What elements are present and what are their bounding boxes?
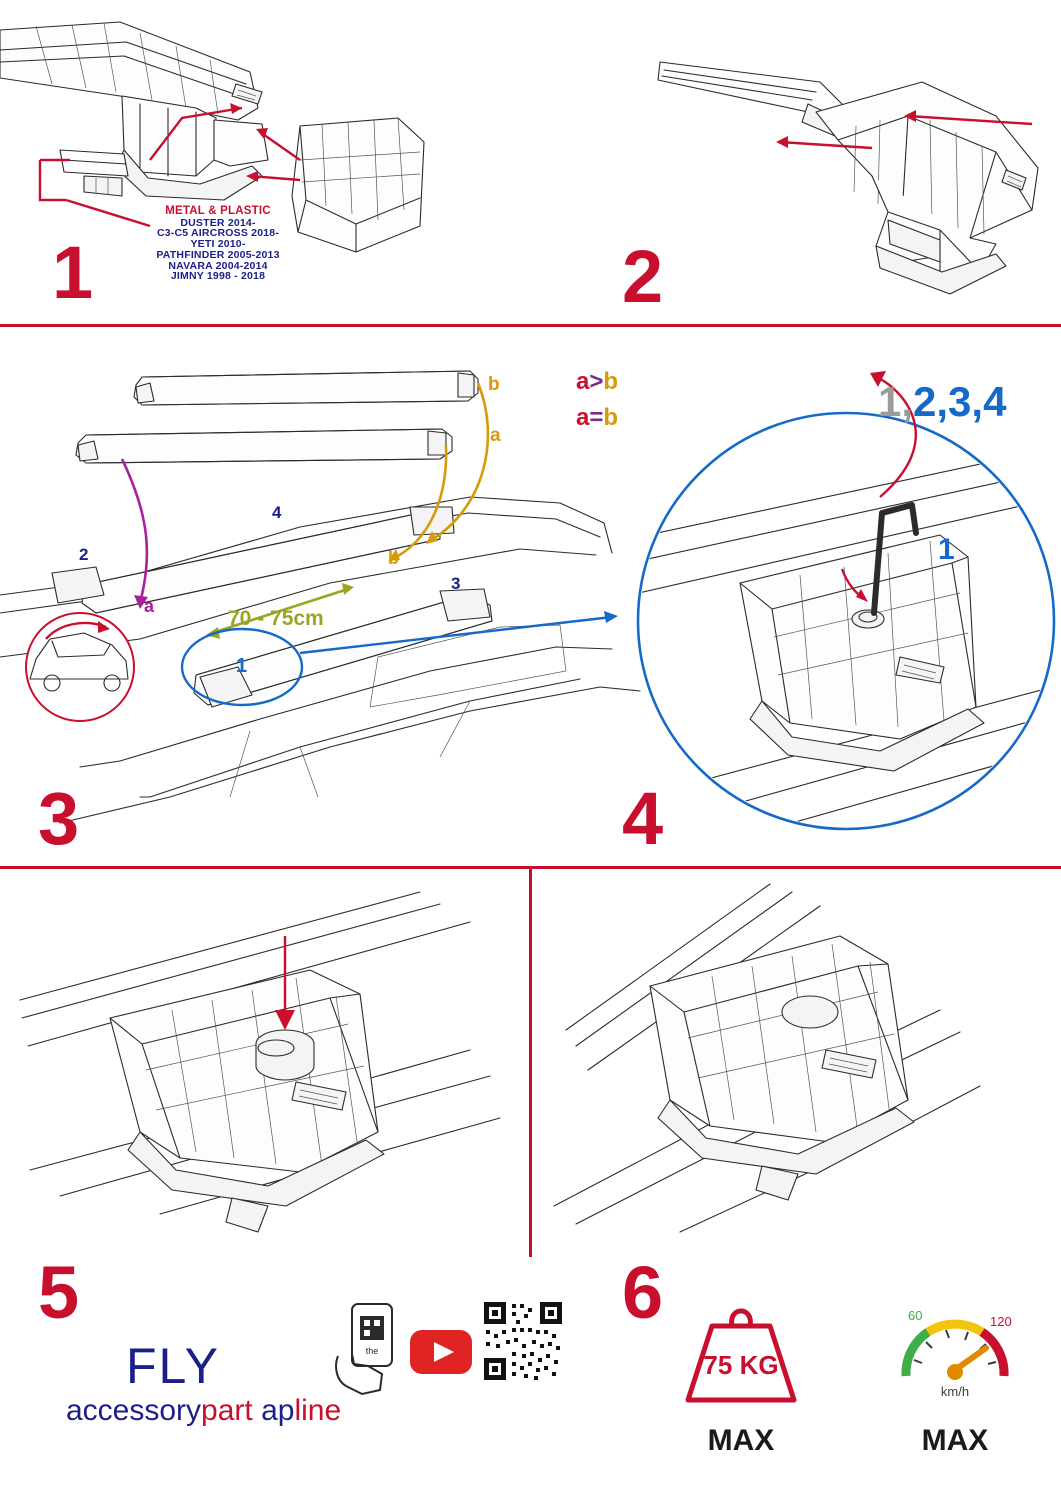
max-weight-value: 75 KG bbox=[703, 1350, 779, 1380]
max-weight-label: MAX bbox=[707, 1424, 775, 1457]
svg-text:120: 120 bbox=[990, 1314, 1012, 1329]
product-name-fly: FLY bbox=[126, 1338, 220, 1394]
sequence-part-1: 1 bbox=[878, 378, 902, 425]
bar-label-a-roof: a bbox=[144, 596, 155, 616]
loose-crossbars bbox=[76, 371, 478, 463]
step2-roofbar-drawing bbox=[658, 62, 1038, 294]
bar-label-a-top: a bbox=[490, 425, 501, 446]
vehicle-item: JIMNY 1998 - 2018 bbox=[170, 270, 266, 283]
svg-text:km/h: km/h bbox=[940, 1384, 970, 1399]
sequence-part-comma: , bbox=[901, 378, 914, 425]
step-number-4: 4 bbox=[622, 777, 664, 860]
qr-code-icon bbox=[482, 1300, 564, 1382]
vehicle-item: YETI 2010- bbox=[190, 238, 246, 251]
vehicle-item: PATHFINDER 2005-2013 bbox=[156, 248, 280, 261]
metal-plastic-title: METAL & PLASTIC bbox=[165, 205, 271, 217]
step-number-5: 5 bbox=[38, 1251, 80, 1334]
brand-lockup bbox=[66, 1394, 341, 1428]
bar-position-1: 1 bbox=[236, 655, 248, 677]
bar-position-4: 4 bbox=[272, 503, 282, 522]
step4-detail-circle bbox=[620, 371, 1060, 849]
tighten-sequence-label bbox=[878, 378, 1006, 426]
phone-scan-icon bbox=[332, 1302, 404, 1398]
sequence-part-234: 2,3,4 bbox=[913, 378, 1007, 425]
step-5-6-illustration bbox=[0, 870, 1061, 1260]
step-number-2: 2 bbox=[622, 235, 664, 318]
bar-position-2: 2 bbox=[79, 545, 89, 564]
step4-callout-1: 1 bbox=[938, 533, 955, 566]
brand-line-text: line bbox=[294, 1394, 342, 1427]
svg-text:60: 60 bbox=[908, 1308, 923, 1323]
comparison-a-equals-b: a=b bbox=[576, 404, 619, 431]
vehicle-item: C3-C5 AIRCROSS 2018- bbox=[156, 227, 280, 240]
step-number-1: 1 bbox=[52, 231, 94, 314]
step6-finished-assembly bbox=[554, 884, 980, 1232]
youtube-icon[interactable] bbox=[410, 1330, 472, 1374]
svg-text:the: the bbox=[365, 1346, 379, 1356]
bar-label-b-roof: b bbox=[388, 548, 399, 568]
vehicle-item: DUSTER 2014- bbox=[180, 216, 256, 229]
brand-accessory-text: accessory bbox=[66, 1394, 202, 1427]
brand-ap-text: ap bbox=[261, 1394, 295, 1427]
vehicle-compatibility-list bbox=[78, 206, 358, 282]
max-speed-gauge-icon bbox=[890, 1290, 1020, 1408]
bar-position-3: 3 bbox=[451, 574, 461, 593]
crossbar-distance-label: 70 - 75cm bbox=[228, 607, 324, 630]
vehicle-item: NAVARA 2004-2014 bbox=[168, 259, 268, 272]
step5-cap-insertion bbox=[20, 892, 500, 1232]
brand-part-text: part bbox=[201, 1394, 253, 1427]
bar-label-b-top: b bbox=[488, 374, 500, 395]
comparison-a-greater-b: a>b bbox=[576, 368, 619, 395]
max-speed-label: MAX bbox=[921, 1424, 989, 1457]
step-number-6: 6 bbox=[622, 1251, 664, 1334]
panel-step-5-6 bbox=[0, 870, 1061, 1260]
car-thumbnail bbox=[26, 613, 134, 721]
step-number-3: 3 bbox=[38, 777, 80, 860]
